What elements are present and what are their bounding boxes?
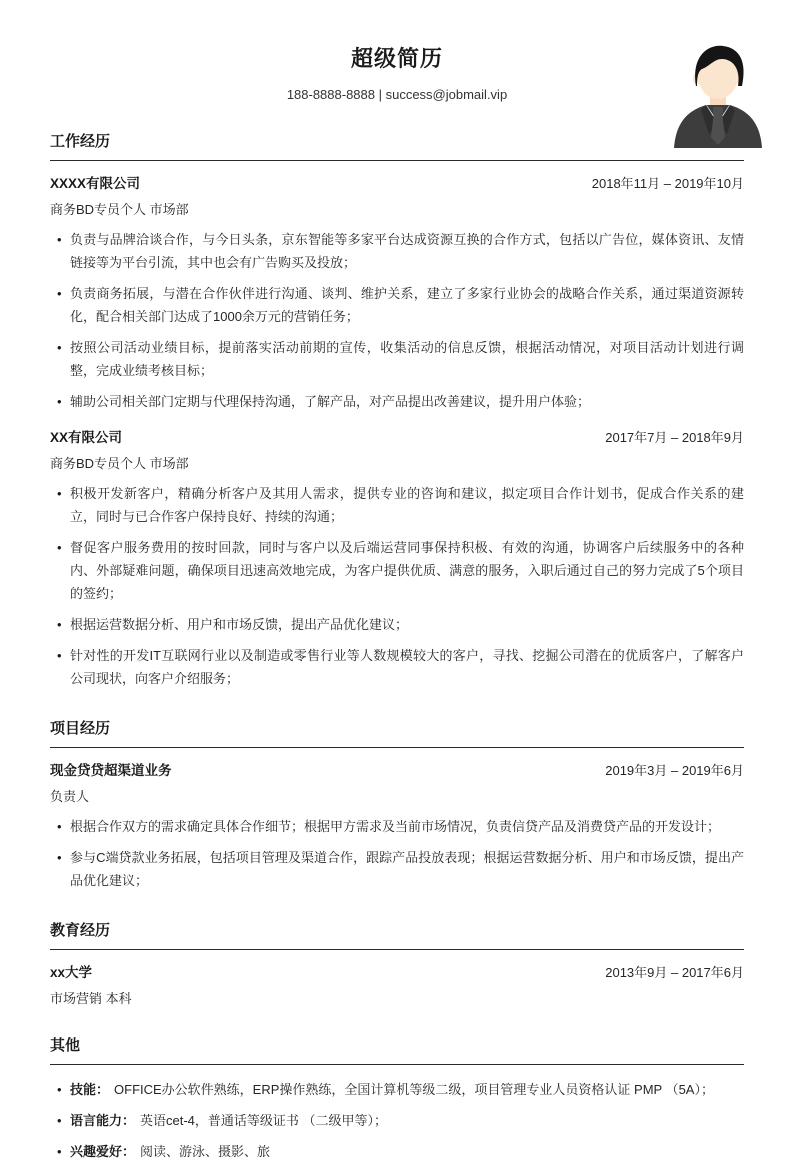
project-entry [50,762,744,892]
bullet-item: • 根据运营数据分析、用户和市场反馈，提出产品优化建议； [70,613,744,636]
skills-item [70,1078,744,1101]
bullet-item: • 负责与品牌洽谈合作，与今日头条，京东智能等多家平台达成资源互换的合作方式，包括以广告位，媒体资讯、友情链接等为平台引流，其中也会有广告购买及投放； [70,228,744,274]
entry-header [50,762,744,779]
language-item [70,1109,744,1132]
project-section-heading: 项目经历 [50,720,744,748]
bullet-item: • 督促客户服务费用的按时回款，同时与客户以及后端运营同事保持积极、有效的沟通，协调客户后续服务中的各种内、外部疑难问题，确保项目迅速高效地完成，为客户提供优质、满意的服务，入职后通过自己的努力完成了5个项目的签约； [70,536,744,605]
education-section-heading: 教育经历 [50,922,744,950]
skills-text: OFFICE办公软件熟练，ERP操作熟练，全国计算机等级二级，项目管理专业人员资格认证 PMP （5A）； [114,1082,714,1097]
section-education [50,922,744,1007]
entry-header [50,175,744,192]
job-title: 商务BD专员个人 市场部 [50,202,189,217]
company-name: XXXX有限公司 [50,176,141,191]
bullet-list [50,815,744,892]
company-name: XX有限公司 [50,430,123,445]
work-entry [50,175,744,413]
language-label: 语言能力： [70,1113,136,1128]
section-work-experience [50,133,744,690]
date-range: 2017年7月 – 2018年9月 [605,430,744,445]
person-avatar-icon [668,40,768,148]
bullet-item: • 根据合作双方的需求确定具体合作细节；根据甲方需求及当前市场情况，负责信贷产品及消费贷产品的开发设计； [70,815,744,838]
work-section-heading: 工作经历 [50,133,744,161]
major-degree: 市场营销 本科 [50,991,132,1006]
profile-photo [668,40,768,148]
education-entry [50,964,744,1007]
hobbies-text: 阅读、游泳、摄影、旅 [140,1144,271,1159]
section-project-experience [50,720,744,892]
bullet-list [50,1078,744,1163]
page-title: 超级简历 [350,46,443,71]
language-text: 英语cet-4，普通话等级证书 （二级甲等）； [140,1113,388,1128]
bullet-list [50,228,744,413]
bullet-item: • 参与C端贷款业务拓展，包括项目管理及渠道合作，跟踪产品投放表现；根据运营数据分析、用户和市场反馈，提出产品优化建议； [70,846,744,892]
bullet-item: • 积极开发新客户，精确分析客户及其用人需求，提供专业的咨询和建议，拟定项目合作计划书，促成合作关系的建立，同时与已合作客户保持良好、持续的沟通； [70,482,744,528]
resume-header [50,46,744,103]
bullet-item: • 负责商务拓展，与潜在合作伙伴进行沟通、谈判、维护关系，建立了多家行业协会的战略合作关系，通过渠道资源转化，配合相关部门达成了1000余万元的营销任务； [70,282,744,328]
entry-header [50,964,744,981]
date-range: 2018年11月 – 2019年10月 [591,176,744,191]
hobbies-item [70,1140,744,1163]
hobbies-label: 兴趣爱好： [70,1144,136,1159]
school-name: xx大学 [50,965,93,980]
work-entry [50,429,744,690]
bullet-item: • 按照公司活动业绩目标，提前落实活动前期的宣传，收集活动的信息反馈，根据活动情况，对项目活动计划进行调整，完成业绩考核目标； [70,336,744,382]
bullet-item: • 辅助公司相关部门定期与代理保持沟通，了解产品，对产品提出改善建议，提升用户体验； [70,390,744,413]
job-title: 商务BD专员个人 市场部 [50,456,189,471]
entry-header [50,429,744,446]
project-role: 负责人 [50,789,90,804]
bullet-item: • 针对性的开发IT互联网行业以及制造或零售行业等人数规模较大的客户，寻找、挖掘公司潜在的优质客户，了解客户公司现状，向客户介绍服务； [70,644,744,690]
date-range: 2019年3月 – 2019年6月 [605,763,744,778]
skills-label: 技能： [70,1082,110,1097]
bullet-list [50,482,744,690]
other-section-heading: 其他 [50,1037,744,1065]
project-name: 现金贷贷超渠道业务 [50,763,172,778]
section-other [50,1037,744,1163]
date-range: 2013年9月 – 2017年6月 [605,965,744,980]
contact-line: 188-8888-8888 | success@jobmail.vip [286,87,508,102]
